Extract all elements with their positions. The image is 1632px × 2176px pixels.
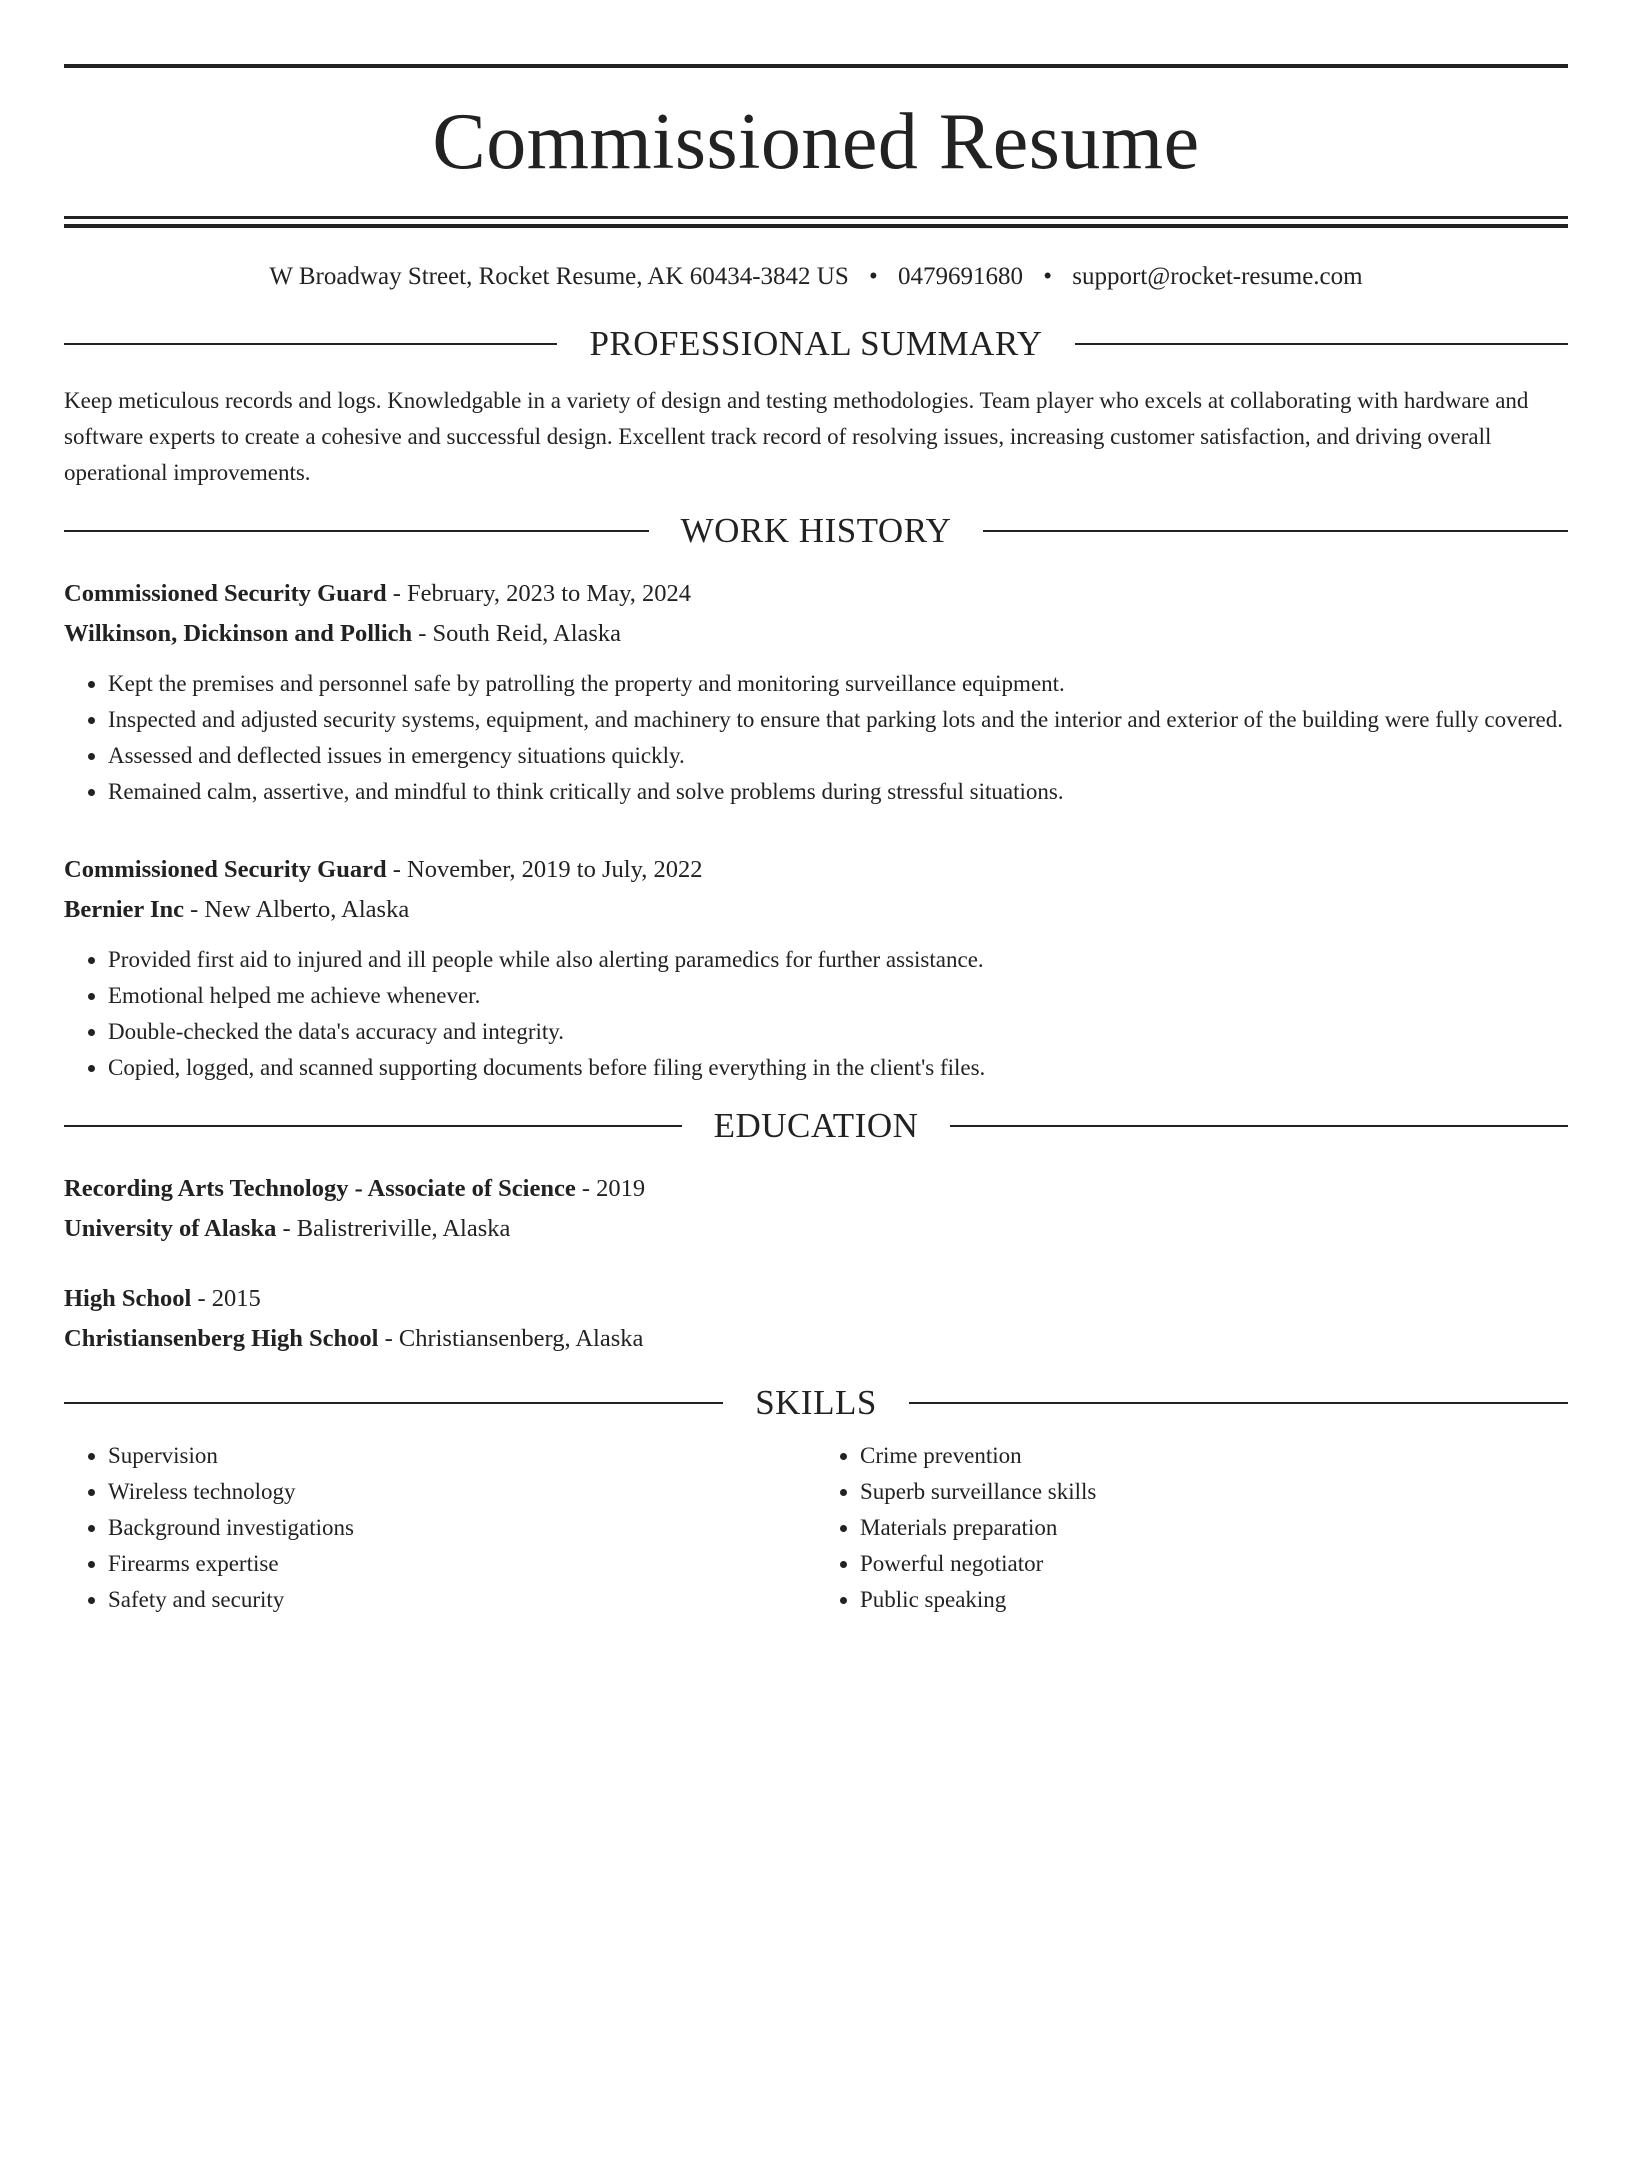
top-rule bbox=[64, 64, 1568, 68]
work-section-header bbox=[64, 513, 1568, 548]
education-entry-1 bbox=[64, 1169, 1568, 1249]
list-item: • Public speaking bbox=[860, 1582, 1568, 1618]
education-school: Christiansenberg High School bbox=[64, 1325, 379, 1352]
list-item: • Firearms expertise bbox=[108, 1546, 816, 1582]
skills-list-right bbox=[816, 1438, 1568, 1618]
education-degree-row bbox=[64, 1169, 1568, 1209]
skills-list-left bbox=[64, 1438, 816, 1618]
job-title: Commissioned Security Guard bbox=[64, 856, 387, 883]
education-location: - Christiansenberg, Alaska bbox=[378, 1325, 644, 1352]
job-bullet-list bbox=[64, 942, 1568, 1086]
work-heading: WORK HISTORY bbox=[680, 511, 952, 550]
education-school: University of Alaska bbox=[64, 1215, 277, 1242]
list-item: • Wireless technology bbox=[108, 1474, 816, 1510]
job-company: Wilkinson, Dickinson and Pollich bbox=[64, 620, 413, 647]
list-item: • Kept the premises and personnel safe by patrolling the property and monitoring surveillance equipment. bbox=[108, 666, 1568, 702]
section-divider-left bbox=[64, 343, 557, 345]
list-item: • Safety and security bbox=[108, 1582, 816, 1618]
education-heading: EDUCATION bbox=[713, 1106, 919, 1145]
contact-phone: 0479691680 bbox=[898, 263, 1024, 290]
list-item: • Provided first aid to injured and ill people while also alerting paramedics for further assistance. bbox=[108, 942, 1568, 978]
list-item: • Supervision bbox=[108, 1438, 816, 1474]
list-item: • Copied, logged, and scanned supporting documents before filing everything in the client's files. bbox=[108, 1050, 1568, 1086]
job-bullet-list bbox=[64, 666, 1568, 810]
education-year: - 2019 bbox=[575, 1175, 646, 1202]
list-item: • Materials preparation bbox=[860, 1510, 1568, 1546]
summary-text: Keep meticulous records and logs. Knowledgable in a variety of design and testing methodologies. Team player who excels at collaborating with hardware and software experts to create a cohesive and successful design. Excellent track record of resolving issues, increasing customer satisfaction, and driving overall operational improvements. bbox=[64, 388, 1529, 485]
title-rule-upper bbox=[64, 216, 1568, 219]
list-item: • Double-checked the data's accuracy and integrity. bbox=[108, 1014, 1568, 1050]
contact-separator: • bbox=[869, 263, 878, 290]
section-divider-left bbox=[64, 1125, 682, 1127]
list-item: • Emotional helped me achieve whenever. bbox=[108, 978, 1568, 1014]
contact-email: support@rocket-resume.com bbox=[1072, 263, 1363, 290]
job-company-row bbox=[64, 614, 1568, 654]
list-item: • Powerful negotiator bbox=[860, 1546, 1568, 1582]
section-divider-right bbox=[909, 1402, 1568, 1404]
list-item: • Background investigations bbox=[108, 1510, 816, 1546]
summary-heading: PROFESSIONAL SUMMARY bbox=[589, 324, 1043, 363]
education-entry-2 bbox=[64, 1279, 1568, 1359]
resume-title: Commissioned Resume bbox=[432, 98, 1200, 186]
list-item: • Superb surveillance skills bbox=[860, 1474, 1568, 1510]
section-divider-left bbox=[64, 1402, 723, 1404]
summary-section-header bbox=[64, 326, 1568, 361]
job-title-row bbox=[64, 850, 1568, 890]
skills-section-header bbox=[64, 1385, 1568, 1420]
job-entry-1 bbox=[64, 574, 1568, 810]
job-location: - South Reid, Alaska bbox=[412, 620, 622, 647]
job-company: Bernier Inc bbox=[64, 896, 184, 923]
education-school-row bbox=[64, 1319, 1568, 1359]
job-title-row bbox=[64, 574, 1568, 614]
job-dates: - February, 2023 to May, 2024 bbox=[386, 580, 691, 607]
education-location: - Balistreriville, Alaska bbox=[276, 1215, 511, 1242]
list-item: • Remained calm, assertive, and mindful to think critically and solve problems during stressful situations. bbox=[108, 774, 1568, 810]
resume-page bbox=[0, 64, 1632, 2176]
section-divider-right bbox=[1075, 343, 1568, 345]
list-item: • Crime prevention bbox=[860, 1438, 1568, 1474]
list-item: • Inspected and adjusted security systems, equipment, and machinery to ensure that parking lots and the interior and exterior of the building were fully covered. bbox=[108, 702, 1568, 738]
education-school-row bbox=[64, 1209, 1568, 1249]
section-divider-left bbox=[64, 530, 649, 532]
job-title: Commissioned Security Guard bbox=[64, 580, 387, 607]
job-dates: - November, 2019 to July, 2022 bbox=[386, 856, 703, 883]
job-location: - New Alberto, Alaska bbox=[184, 896, 410, 923]
skills-columns bbox=[64, 1438, 1568, 1618]
job-entry-2 bbox=[64, 850, 1568, 1086]
section-divider-right bbox=[950, 1125, 1568, 1127]
list-item: • Assessed and deflected issues in emergency situations quickly. bbox=[108, 738, 1568, 774]
skills-heading: SKILLS bbox=[755, 1383, 877, 1422]
job-company-row bbox=[64, 890, 1568, 930]
contact-line bbox=[64, 262, 1568, 292]
title-rule-lower bbox=[64, 224, 1568, 228]
education-year: - 2015 bbox=[191, 1285, 261, 1312]
contact-address: W Broadway Street, Rocket Resume, AK 60434-3842 US bbox=[269, 263, 849, 290]
education-section-header bbox=[64, 1108, 1568, 1143]
education-degree-row bbox=[64, 1279, 1568, 1319]
contact-separator: • bbox=[1043, 263, 1053, 290]
education-degree: Recording Arts Technology - Associate of Science bbox=[64, 1175, 576, 1202]
section-divider-right bbox=[983, 530, 1568, 532]
education-degree: High School bbox=[64, 1285, 192, 1312]
